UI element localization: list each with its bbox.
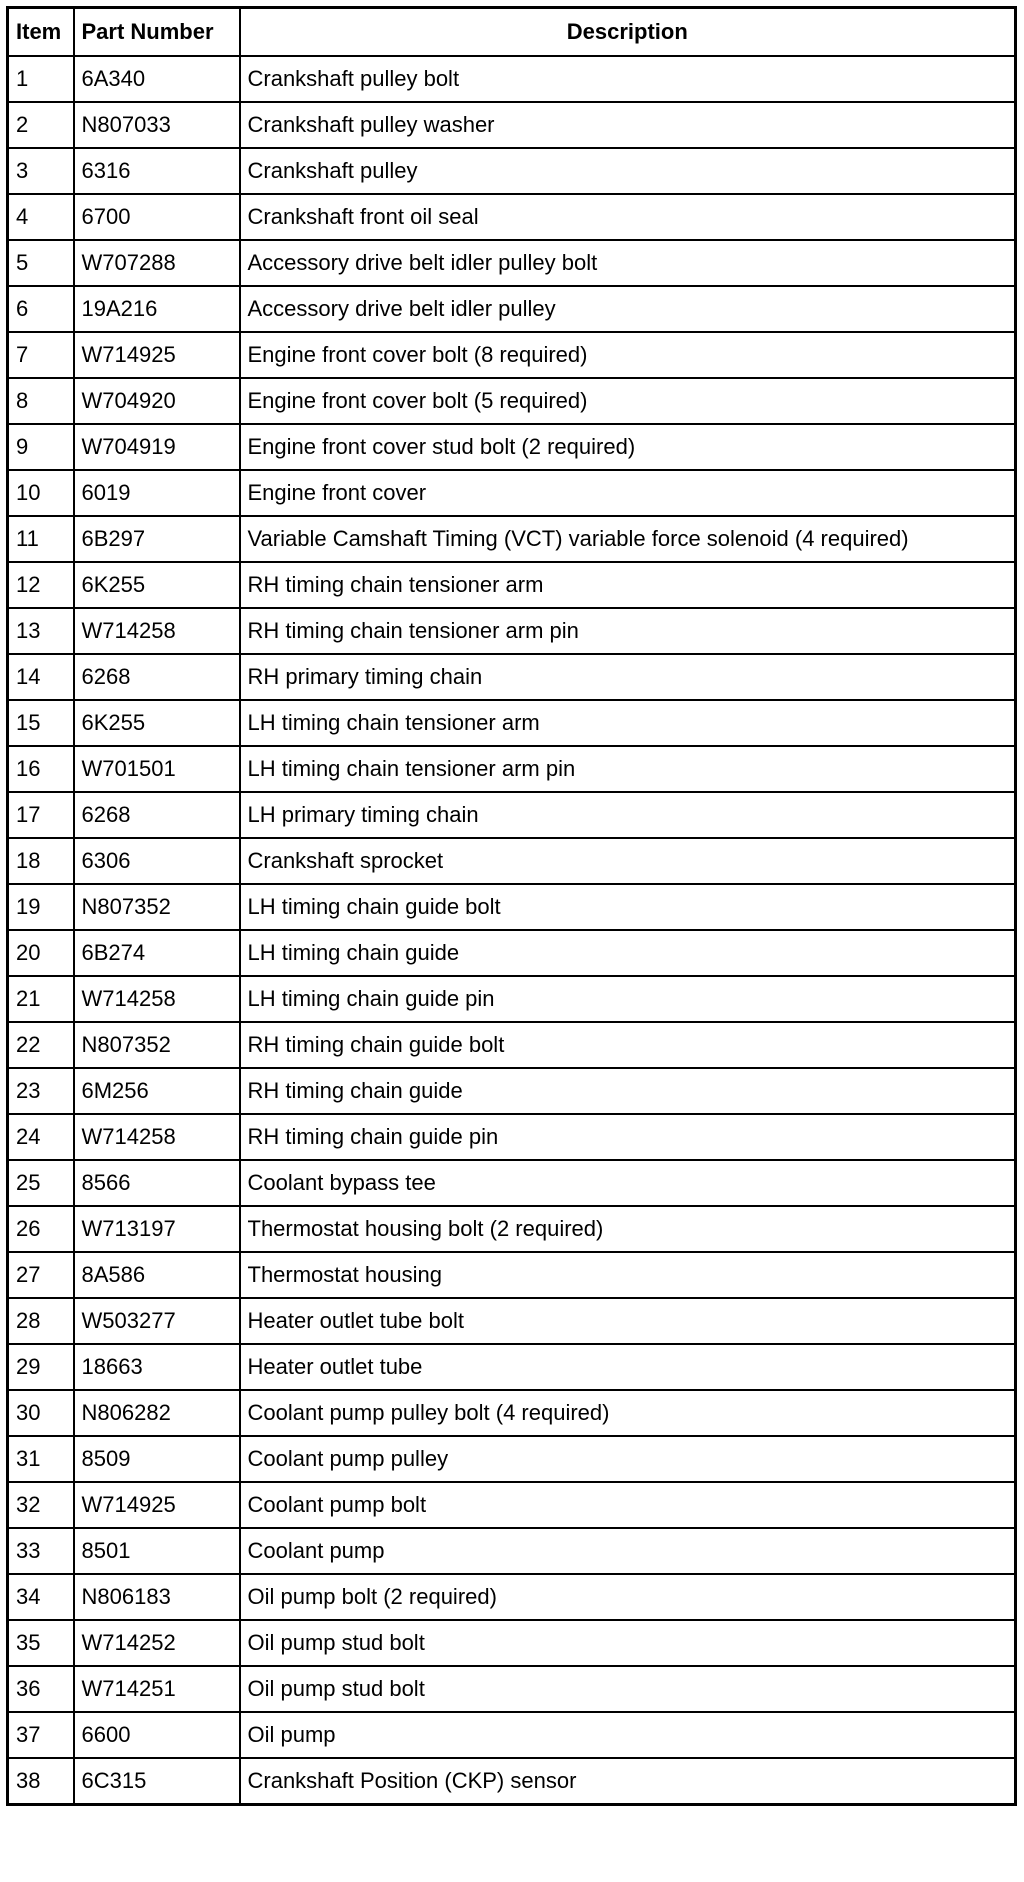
item-cell: 13 xyxy=(8,608,74,654)
part-number-cell: 6A340 xyxy=(74,56,240,102)
parts-table xyxy=(6,6,1017,1806)
description-cell: Heater outlet tube bolt xyxy=(240,1298,1016,1344)
table-row xyxy=(8,1160,1016,1206)
item-cell: 26 xyxy=(8,1206,74,1252)
table-row xyxy=(8,1758,1016,1805)
description-cell: Coolant pump pulley bolt (4 required) xyxy=(240,1390,1016,1436)
part-number-cell: N807033 xyxy=(74,102,240,148)
part-number-cell: 6316 xyxy=(74,148,240,194)
table-row xyxy=(8,654,1016,700)
part-number-cell: N807352 xyxy=(74,1022,240,1068)
part-number-cell: 6306 xyxy=(74,838,240,884)
part-number-cell: 6B297 xyxy=(74,516,240,562)
item-cell: 29 xyxy=(8,1344,74,1390)
part-number-cell: N806282 xyxy=(74,1390,240,1436)
item-cell: 17 xyxy=(8,792,74,838)
description-cell: LH timing chain guide bolt xyxy=(240,884,1016,930)
part-number-cell: W714925 xyxy=(74,332,240,378)
table-row xyxy=(8,286,1016,332)
table-row xyxy=(8,1022,1016,1068)
description-cell: Thermostat housing bolt (2 required) xyxy=(240,1206,1016,1252)
table-row xyxy=(8,1574,1016,1620)
description-cell: Crankshaft Position (CKP) sensor xyxy=(240,1758,1016,1805)
description-cell: Coolant pump xyxy=(240,1528,1016,1574)
item-cell: 27 xyxy=(8,1252,74,1298)
table-row xyxy=(8,102,1016,148)
part-number-cell: W704919 xyxy=(74,424,240,470)
description-cell: Crankshaft pulley bolt xyxy=(240,56,1016,102)
table-row xyxy=(8,792,1016,838)
table-row xyxy=(8,194,1016,240)
item-cell: 6 xyxy=(8,286,74,332)
item-cell: 18 xyxy=(8,838,74,884)
header-description: Description xyxy=(240,8,1016,57)
part-number-cell: 19A216 xyxy=(74,286,240,332)
table-row xyxy=(8,56,1016,102)
description-cell: LH timing chain tensioner arm xyxy=(240,700,1016,746)
part-number-cell: 8566 xyxy=(74,1160,240,1206)
table-row xyxy=(8,424,1016,470)
item-cell: 22 xyxy=(8,1022,74,1068)
description-cell: Oil pump stud bolt xyxy=(240,1620,1016,1666)
part-number-cell: 6600 xyxy=(74,1712,240,1758)
part-number-cell: 6019 xyxy=(74,470,240,516)
table-row xyxy=(8,470,1016,516)
part-number-cell: 6268 xyxy=(74,654,240,700)
table-row xyxy=(8,1436,1016,1482)
description-cell: Engine front cover stud bolt (2 required) xyxy=(240,424,1016,470)
table-row xyxy=(8,608,1016,654)
part-number-cell: W714258 xyxy=(74,608,240,654)
part-number-cell: 8509 xyxy=(74,1436,240,1482)
description-cell: RH timing chain tensioner arm xyxy=(240,562,1016,608)
item-cell: 12 xyxy=(8,562,74,608)
item-cell: 21 xyxy=(8,976,74,1022)
table-row xyxy=(8,746,1016,792)
item-cell: 16 xyxy=(8,746,74,792)
description-cell: Crankshaft sprocket xyxy=(240,838,1016,884)
table-row xyxy=(8,332,1016,378)
table-row xyxy=(8,1252,1016,1298)
item-cell: 2 xyxy=(8,102,74,148)
description-cell: Crankshaft pulley washer xyxy=(240,102,1016,148)
table-row xyxy=(8,240,1016,286)
table-row xyxy=(8,1620,1016,1666)
table-row xyxy=(8,1298,1016,1344)
table-row xyxy=(8,1344,1016,1390)
part-number-cell: 8A586 xyxy=(74,1252,240,1298)
description-cell: LH timing chain tensioner arm pin xyxy=(240,746,1016,792)
table-row xyxy=(8,1390,1016,1436)
table-row xyxy=(8,1068,1016,1114)
item-cell: 11 xyxy=(8,516,74,562)
item-cell: 19 xyxy=(8,884,74,930)
part-number-cell: N807352 xyxy=(74,884,240,930)
description-cell: Engine front cover xyxy=(240,470,1016,516)
item-cell: 8 xyxy=(8,378,74,424)
item-cell: 35 xyxy=(8,1620,74,1666)
table-row xyxy=(8,1206,1016,1252)
description-cell: RH timing chain guide xyxy=(240,1068,1016,1114)
part-number-cell: 6M256 xyxy=(74,1068,240,1114)
table-row xyxy=(8,516,1016,562)
description-cell: RH timing chain guide bolt xyxy=(240,1022,1016,1068)
description-cell: Heater outlet tube xyxy=(240,1344,1016,1390)
part-number-cell: 6K255 xyxy=(74,562,240,608)
item-cell: 4 xyxy=(8,194,74,240)
item-cell: 9 xyxy=(8,424,74,470)
description-cell: LH timing chain guide xyxy=(240,930,1016,976)
table-row xyxy=(8,884,1016,930)
parts-table-header xyxy=(8,8,1016,57)
table-row xyxy=(8,1712,1016,1758)
description-cell: Accessory drive belt idler pulley bolt xyxy=(240,240,1016,286)
item-cell: 32 xyxy=(8,1482,74,1528)
description-cell: Thermostat housing xyxy=(240,1252,1016,1298)
header-row xyxy=(8,8,1016,57)
description-cell: RH primary timing chain xyxy=(240,654,1016,700)
table-row xyxy=(8,838,1016,884)
part-number-cell: 18663 xyxy=(74,1344,240,1390)
part-number-cell: 8501 xyxy=(74,1528,240,1574)
table-row xyxy=(8,378,1016,424)
part-number-cell: 6268 xyxy=(74,792,240,838)
part-number-cell: 6C315 xyxy=(74,1758,240,1805)
item-cell: 25 xyxy=(8,1160,74,1206)
part-number-cell: W503277 xyxy=(74,1298,240,1344)
description-cell: Oil pump bolt (2 required) xyxy=(240,1574,1016,1620)
item-cell: 31 xyxy=(8,1436,74,1482)
parts-table-body xyxy=(8,56,1016,1805)
part-number-cell: W714258 xyxy=(74,976,240,1022)
item-cell: 34 xyxy=(8,1574,74,1620)
header-item: Item xyxy=(8,8,74,57)
item-cell: 36 xyxy=(8,1666,74,1712)
item-cell: 28 xyxy=(8,1298,74,1344)
table-row xyxy=(8,930,1016,976)
item-cell: 20 xyxy=(8,930,74,976)
part-number-cell: W714258 xyxy=(74,1114,240,1160)
table-row xyxy=(8,976,1016,1022)
table-row xyxy=(8,562,1016,608)
part-number-cell: W704920 xyxy=(74,378,240,424)
part-number-cell: W713197 xyxy=(74,1206,240,1252)
table-row xyxy=(8,1666,1016,1712)
table-row xyxy=(8,148,1016,194)
item-cell: 10 xyxy=(8,470,74,516)
part-number-cell: W714925 xyxy=(74,1482,240,1528)
item-cell: 30 xyxy=(8,1390,74,1436)
description-cell: Variable Camshaft Timing (VCT) variable force solenoid (4 required) xyxy=(240,516,1016,562)
item-cell: 23 xyxy=(8,1068,74,1114)
header-part-number: Part Number xyxy=(74,8,240,57)
parts-table-container xyxy=(6,6,1014,1806)
description-cell: Accessory drive belt idler pulley xyxy=(240,286,1016,332)
description-cell: Crankshaft front oil seal xyxy=(240,194,1016,240)
table-row xyxy=(8,700,1016,746)
part-number-cell: W707288 xyxy=(74,240,240,286)
part-number-cell: W714252 xyxy=(74,1620,240,1666)
description-cell: Coolant bypass tee xyxy=(240,1160,1016,1206)
description-cell: Coolant pump pulley xyxy=(240,1436,1016,1482)
description-cell: Engine front cover bolt (5 required) xyxy=(240,378,1016,424)
description-cell: Oil pump stud bolt xyxy=(240,1666,1016,1712)
item-cell: 33 xyxy=(8,1528,74,1574)
part-number-cell: 6700 xyxy=(74,194,240,240)
item-cell: 14 xyxy=(8,654,74,700)
table-row xyxy=(8,1114,1016,1160)
description-cell: Coolant pump bolt xyxy=(240,1482,1016,1528)
item-cell: 5 xyxy=(8,240,74,286)
part-number-cell: N806183 xyxy=(74,1574,240,1620)
table-row xyxy=(8,1528,1016,1574)
item-cell: 7 xyxy=(8,332,74,378)
item-cell: 37 xyxy=(8,1712,74,1758)
part-number-cell: W701501 xyxy=(74,746,240,792)
item-cell: 38 xyxy=(8,1758,74,1805)
description-cell: RH timing chain guide pin xyxy=(240,1114,1016,1160)
item-cell: 15 xyxy=(8,700,74,746)
description-cell: RH timing chain tensioner arm pin xyxy=(240,608,1016,654)
item-cell: 1 xyxy=(8,56,74,102)
part-number-cell: W714251 xyxy=(74,1666,240,1712)
table-row xyxy=(8,1482,1016,1528)
description-cell: Engine front cover bolt (8 required) xyxy=(240,332,1016,378)
description-cell: LH primary timing chain xyxy=(240,792,1016,838)
part-number-cell: 6K255 xyxy=(74,700,240,746)
description-cell: Crankshaft pulley xyxy=(240,148,1016,194)
description-cell: Oil pump xyxy=(240,1712,1016,1758)
description-cell: LH timing chain guide pin xyxy=(240,976,1016,1022)
item-cell: 3 xyxy=(8,148,74,194)
item-cell: 24 xyxy=(8,1114,74,1160)
part-number-cell: 6B274 xyxy=(74,930,240,976)
